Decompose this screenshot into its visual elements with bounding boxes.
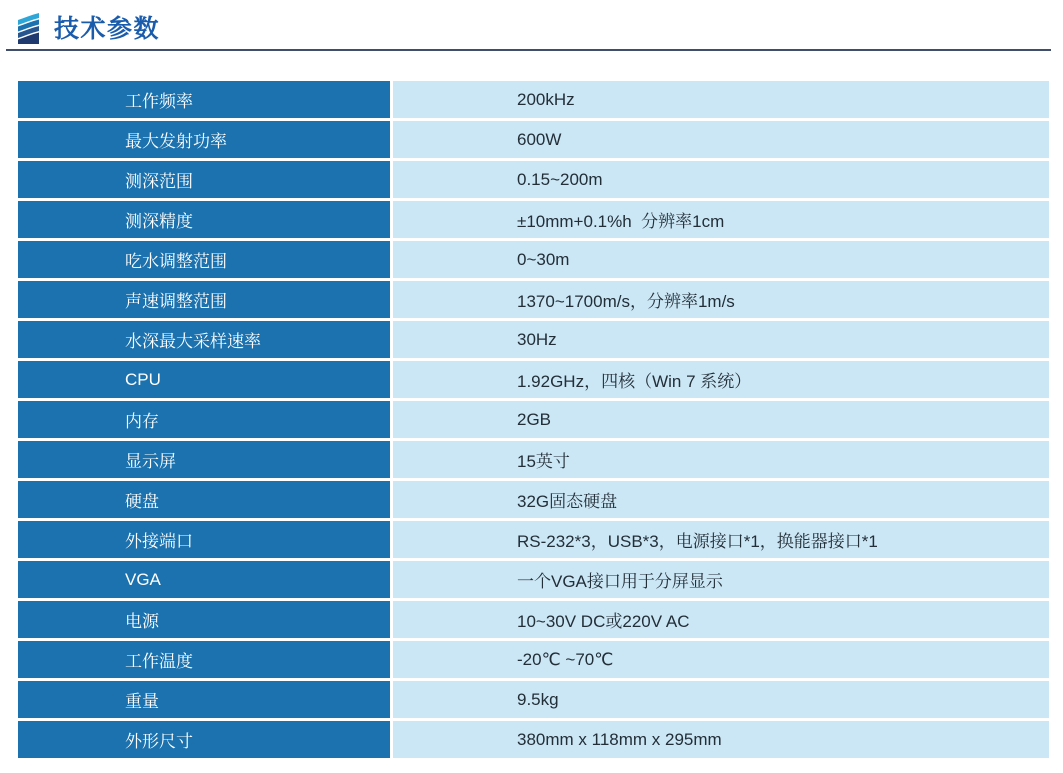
spec-label: 电源 — [18, 601, 390, 638]
spec-value: -20℃ ~70℃ — [393, 641, 1049, 678]
spec-label: 外接端口 — [18, 521, 390, 558]
spec-value: 0.15~200m — [393, 161, 1049, 198]
spec-value: 一个VGA接口用于分屏显示 — [393, 561, 1049, 598]
table-row — [18, 281, 1049, 318]
table-row — [18, 201, 1049, 238]
spec-value: 30Hz — [393, 321, 1049, 358]
spec-value: 10~30V DC或220V AC — [393, 601, 1049, 638]
spec-value: 600W — [393, 121, 1049, 158]
spec-value: 9.5kg — [393, 681, 1049, 718]
spec-value: 200kHz — [393, 81, 1049, 118]
spec-label: CPU — [18, 361, 390, 398]
table-row — [18, 401, 1049, 438]
spec-value: 15英寸 — [393, 441, 1049, 478]
spec-label: 显示屏 — [18, 441, 390, 478]
table-row — [18, 481, 1049, 518]
spec-label: 硬盘 — [18, 481, 390, 518]
table-row — [18, 521, 1049, 558]
spec-label: VGA — [18, 561, 390, 598]
spec-value: 1.92GHz，四核（Win 7 系统） — [393, 361, 1049, 398]
spec-label: 测深范围 — [18, 161, 390, 198]
table-row — [18, 681, 1049, 718]
table-row — [18, 721, 1049, 758]
spec-label: 外形尺寸 — [18, 721, 390, 758]
spec-label: 工作频率 — [18, 81, 390, 118]
table-row — [18, 441, 1049, 478]
spec-value: RS-232*3，USB*3，电源接口*1，换能器接口*1 — [393, 521, 1049, 558]
spec-value: 2GB — [393, 401, 1049, 438]
spec-label: 重量 — [18, 681, 390, 718]
table-row — [18, 81, 1049, 118]
spec-label: 最大发射功率 — [18, 121, 390, 158]
spec-table — [18, 81, 1049, 758]
spec-value: 1370~1700m/s，分辨率1m/s — [393, 281, 1049, 318]
layered-waves-icon — [18, 13, 39, 44]
spec-value: 32G固态硬盘 — [393, 481, 1049, 518]
spec-label: 吃水调整范围 — [18, 241, 390, 278]
table-row — [18, 121, 1049, 158]
spec-label: 工作温度 — [18, 641, 390, 678]
spec-label: 测深精度 — [18, 201, 390, 238]
table-row — [18, 361, 1049, 398]
spec-value: 380mm x 118mm x 295mm — [393, 721, 1049, 758]
table-row — [18, 561, 1049, 598]
table-row — [18, 161, 1049, 198]
spec-label: 水深最大采样速率 — [18, 321, 390, 358]
page-title: 技术参数 — [54, 15, 161, 43]
spec-label: 内存 — [18, 401, 390, 438]
spec-value: ±10mm+0.1%h 分辨率1cm — [393, 201, 1049, 238]
spec-label: 声速调整范围 — [18, 281, 390, 318]
table-row — [18, 641, 1049, 678]
section-header — [0, 0, 1063, 44]
spec-value: 0~30m — [393, 241, 1049, 278]
header-divider — [6, 49, 1051, 51]
table-row — [18, 601, 1049, 638]
table-row — [18, 241, 1049, 278]
table-row — [18, 321, 1049, 358]
